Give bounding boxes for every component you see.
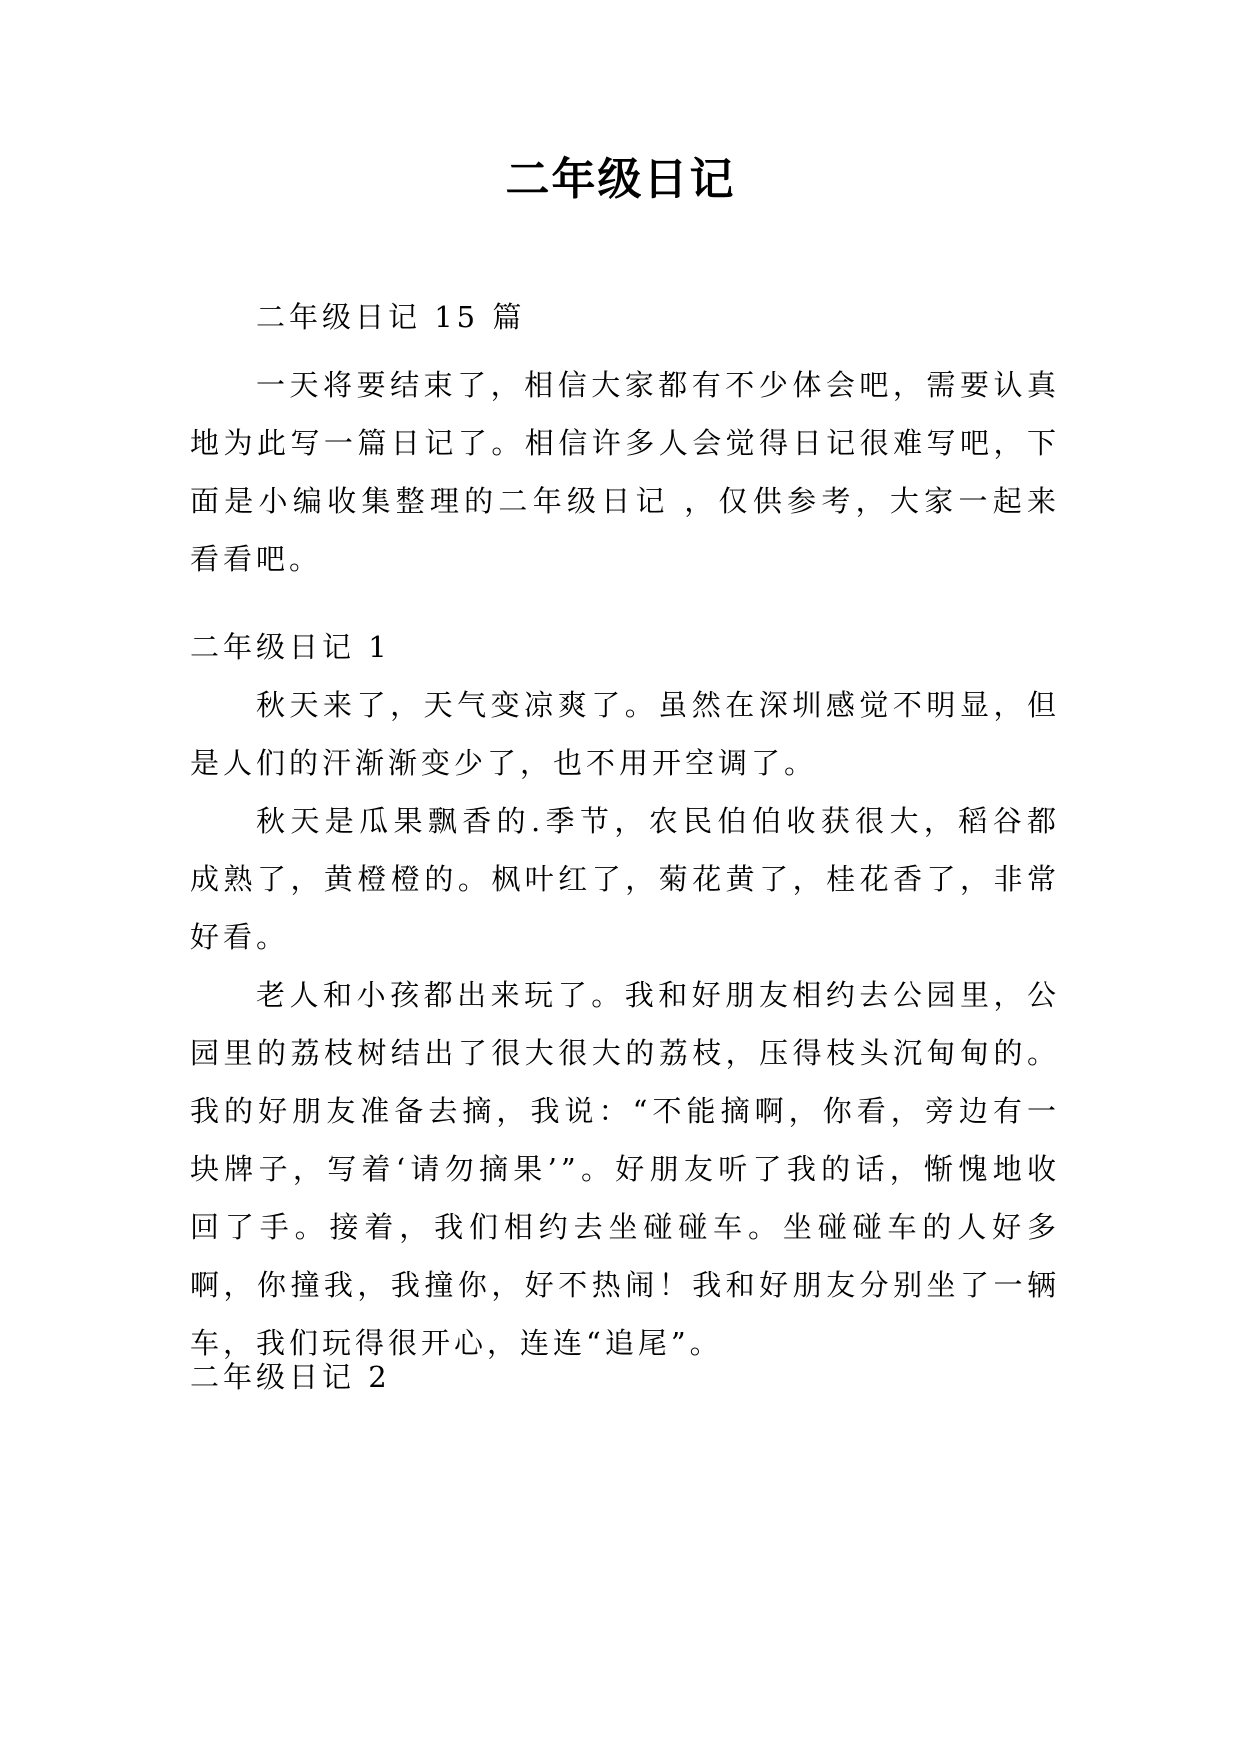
- intro-paragraph: 一天将要结束了，相信大家都有不少体会吧，需要认真地为此写一篇日记了。相信许多人会觉得日记很难写吧，下面是小编收集整理的二年级日记 ，仅供参考，大家一起来看看吧。: [190, 368, 1060, 576]
- entry-1-paragraph-2: 秋天是瓜果飘香的.季节，农民伯伯收获很大，稻谷都成熟了，黄橙橙的。枫叶红了，菊花黄了，桂花香了，非常好看。: [190, 804, 1060, 954]
- entry-1-paragraph-3: 老人和小孩都出来玩了。我和好朋友相约去公园里，公园里的荔枝树结出了很大很大的荔枝，压得枝头沉甸甸的。我的好朋友准备去摘，我说：“不能摘啊，你看，旁边有一块牌子，写着‘请勿摘果’”。好朋友听了我的话，惭愧地收回了手。接着，我们相约去坐碰碰车。坐碰碰车的人好多啊，你撞我，我撞你，好不热闹！我和好朋友分别坐了一辆车，我们玩得很开心，连连“追尾”。: [190, 978, 1060, 1360]
- entry-heading-2: 二年级日记 2: [190, 1360, 391, 1394]
- intro-block: [190, 356, 1060, 588]
- document-subtitle: 二年级日记 15 篇: [256, 300, 526, 334]
- entry-body-1: [190, 676, 1060, 1372]
- entry-1-paragraph-1: 秋天来了，天气变凉爽了。虽然在深圳感觉不明显，但是人们的汗渐渐变少了，也不用开空调了。: [190, 688, 1060, 780]
- document-title: 二年级日记: [505, 154, 736, 205]
- entry-heading-1: 二年级日记 1: [190, 630, 391, 664]
